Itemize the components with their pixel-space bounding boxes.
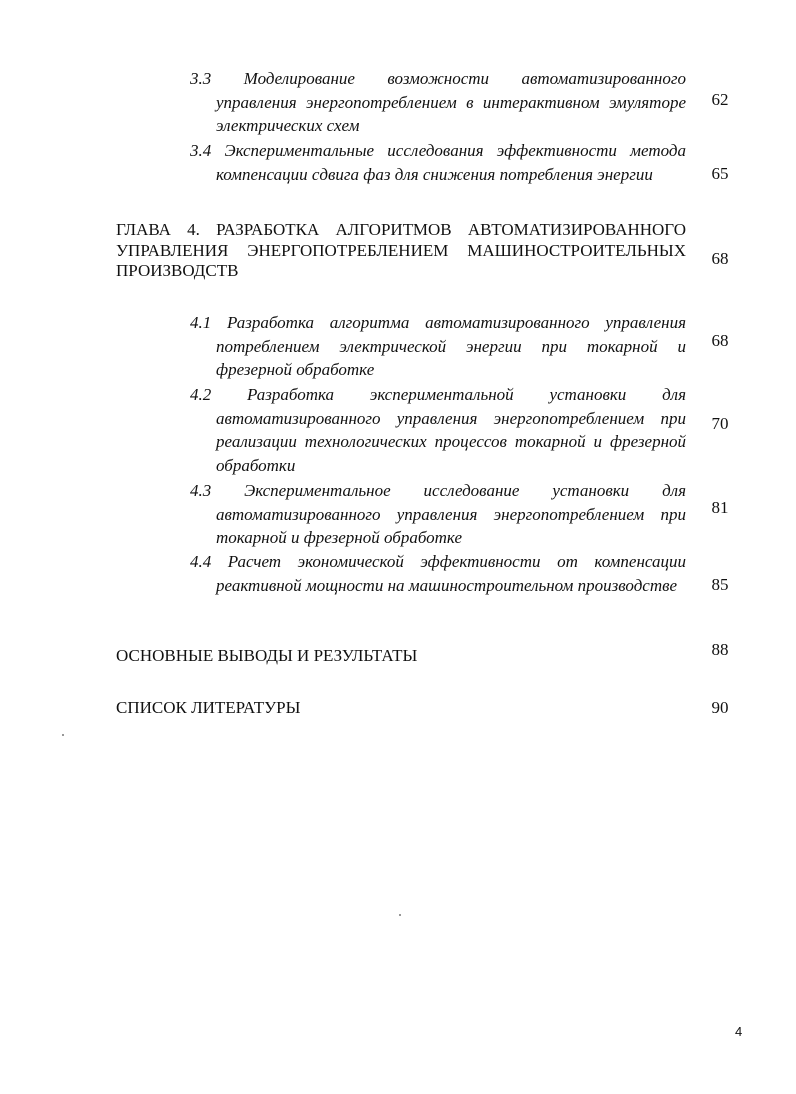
- page-number: 4: [735, 1024, 743, 1039]
- toc-entry-page: 85: [711, 575, 729, 594]
- scan-speck: [62, 734, 64, 736]
- toc-entry-title: 4.2 Разработка экспериментальной установки для автоматизированного управления энергопотреблением при реализации технологических процессов токарной и фрезерной обработки: [190, 385, 686, 475]
- toc-entry-page: 88: [711, 640, 729, 659]
- toc-entry-title: 3.4 Экспериментальные исследования эффективности метода компенсации сдвига фаз для снижения потребления энергии: [190, 141, 686, 184]
- toc-entry-page: 70: [711, 414, 729, 433]
- toc-entry-page: 81: [711, 498, 729, 517]
- scan-speck: [399, 914, 401, 916]
- toc-entry-title: ОСНОВНЫЕ ВЫВОДЫ И РЕЗУЛЬТАТЫ: [116, 646, 418, 665]
- toc-entry-title: 4.4 Расчет экономической эффективности от компенсации реактивной мощности на машиностроительном производстве: [190, 552, 686, 595]
- toc-chapter-title: ГЛАВА 4. РАЗРАБОТКА АЛГОРИТМОВ АВТОМАТИЗИРОВАННОГО УПРАВЛЕНИЯ ЭНЕРГОПОТРЕБЛЕНИЕМ МАШИНОСТРОИТЕЛЬНЫХ ПРОИЗВОДСТВ: [116, 220, 686, 280]
- toc-entry-title: СПИСОК ЛИТЕРАТУРЫ: [116, 698, 301, 717]
- toc-entry-page: 90: [711, 698, 729, 717]
- toc-entry-page: 62: [711, 90, 729, 109]
- toc-entry-page: 68: [711, 331, 729, 350]
- toc-entry-title: 3.3 Моделирование возможности автоматизированного управления энергопотреблением в интерактивном эмуляторе электрических схем: [190, 69, 686, 135]
- toc-entry-title: 4.1 Разработка алгоритма автоматизированного управления потреблением электрической энергии при токарной и фрезерной обработке: [190, 313, 686, 379]
- toc-entry-title: 4.3 Экспериментальное исследование установки для автоматизированного управления энергопотреблением при токарной и фрезерной обработке: [190, 481, 686, 547]
- toc-entry-page: 68: [711, 249, 729, 268]
- toc-entry-page: 65: [711, 164, 729, 183]
